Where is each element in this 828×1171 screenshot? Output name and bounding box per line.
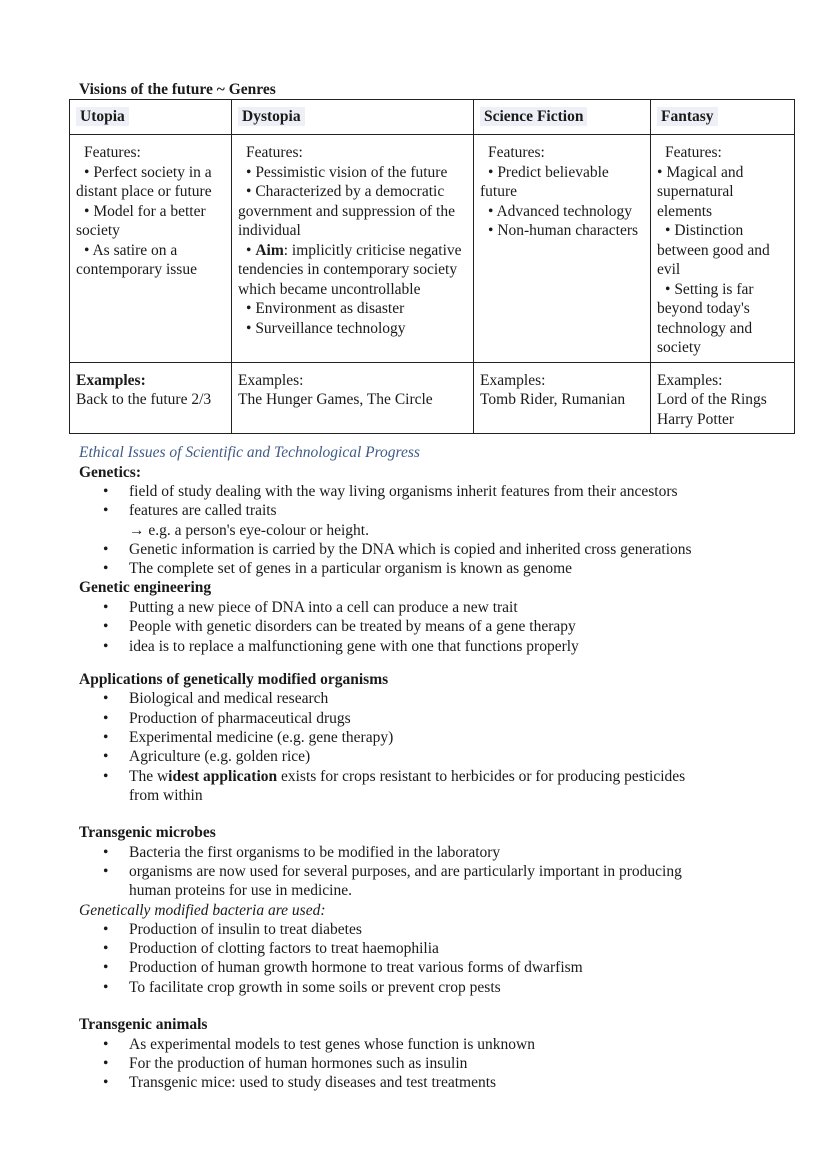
transgenic-animals-list [79, 1035, 799, 1093]
dystopia-feature: • Characterized by a democratic government and suppression of the individual [238, 183, 455, 239]
examples-label: Examples: [657, 371, 723, 389]
dystopia-features-cell [232, 135, 474, 363]
list-item: • The complete set of genes in a particular organism is known as genome [79, 559, 799, 578]
genetics-list-2 [79, 540, 799, 579]
features-row [70, 135, 795, 363]
dystopia-feature: • Pessimistic vision of the future [246, 163, 448, 181]
fantasy-feature: • Distinction between good and evil [657, 222, 770, 278]
fantasy-feature: • Setting is far beyond today's technology and society [657, 280, 754, 356]
list-item: • Bacteria the first organisms to be modified in the laboratory [79, 843, 799, 862]
transgenic-animals-heading: Transgenic animals [79, 1016, 208, 1034]
table-header-row [70, 100, 795, 135]
document-title: Visions of the future ~ Genres [79, 81, 276, 98]
gm-bacteria-subheading: Genetically modified bacteria are used: [79, 901, 326, 919]
header-dystopia: Dystopia [238, 107, 305, 126]
applications-list [79, 689, 799, 785]
header-science-fiction: Science Fiction [480, 107, 587, 126]
header-fantasy: Fantasy [657, 107, 718, 126]
fantasy-examples-cell [651, 362, 795, 434]
list-item-continuation: from within [129, 786, 203, 804]
features-label: Features: [488, 144, 545, 161]
utopia-examples: Back to the future 2/3 [76, 391, 212, 408]
list-item: • The widest application exists for crops resistant to herbicides or for producing pesticides [79, 767, 799, 786]
list-item: • Production of pharmaceutical drugs [79, 709, 799, 728]
document-page [76, 80, 799, 1092]
dystopia-feature: • Surveillance technology [246, 319, 406, 337]
list-item: • Production of human growth hormone to treat various forms of dwarfism [79, 958, 799, 977]
list-item: • idea is to replace a malfunctioning gene with one that functions properly [79, 637, 799, 656]
traits-example: → e.g. a person's eye-colour or height. [129, 521, 369, 539]
genetic-engineering-heading: Genetic engineering [79, 579, 212, 597]
scifi-examples: Tomb Rider, Rumanian [480, 391, 626, 408]
scifi-feature: • Advanced technology [488, 202, 633, 220]
features-label: Features: [246, 144, 303, 161]
genetic-engineering-list [79, 598, 799, 656]
utopia-examples-cell [70, 362, 232, 434]
list-item: • Agriculture (e.g. golden rice) [79, 747, 799, 766]
gm-bacteria-list [79, 920, 799, 997]
scifi-examples-cell [474, 362, 651, 434]
features-label: Features: [84, 144, 141, 161]
dystopia-examples-cell [232, 362, 474, 434]
list-item: • To facilitate crop growth in some soils or prevent crop pests [79, 978, 799, 997]
examples-row [70, 362, 795, 434]
list-item: • Production of clotting factors to treat haemophilia [79, 939, 799, 958]
list-item: • As experimental models to test genes whose function is unknown [79, 1035, 799, 1054]
fantasy-example: Harry Potter [657, 410, 735, 428]
genetics-heading: Genetics: [79, 463, 141, 481]
utopia-feature: • Model for a better society [76, 202, 206, 239]
examples-label: Examples: [480, 371, 546, 389]
list-item: • Genetic information is carried by the DNA which is copied and inherited cross generations [79, 540, 799, 559]
section-title: Ethical Issues of Scientific and Technological Progress [79, 444, 420, 461]
fantasy-feature: • Magical and supernatural elements [657, 163, 744, 220]
transgenic-microbes-list [79, 843, 799, 882]
list-item: • Putting a new piece of DNA into a cell can produce a new trait [79, 598, 799, 617]
utopia-features-cell [70, 135, 232, 363]
dystopia-aim: • Aim: implicitly criticise negative tendencies in contemporary society which became uncontrollable [238, 241, 462, 298]
list-item: • People with genetic disorders can be treated by means of a gene therapy [79, 617, 799, 636]
scifi-feature: • Predict believable future [480, 163, 609, 200]
utopia-feature: • Perfect society in a distant place or future [76, 163, 212, 200]
list-item: • features are called traits [79, 501, 799, 520]
fantasy-example: Lord of the Rings [657, 391, 767, 408]
genetics-list [79, 482, 799, 521]
applications-heading: Applications of genetically modified organisms [79, 670, 389, 688]
list-item: • Biological and medical research [79, 689, 799, 708]
list-item: • For the production of human hormones such as insulin [79, 1054, 799, 1073]
fantasy-features-cell [651, 135, 795, 363]
genres-table [69, 99, 795, 434]
transgenic-microbes-heading: Transgenic microbes [79, 824, 216, 842]
dystopia-examples: The Hunger Games, The Circle [238, 391, 433, 408]
list-item: • Experimental medicine (e.g. gene therapy) [79, 728, 799, 747]
header-utopia: Utopia [76, 107, 129, 126]
dystopia-feature: • Environment as disaster [246, 300, 405, 317]
scifi-features-cell [474, 135, 651, 363]
list-item: • field of study dealing with the way living organisms inherit features from their ancestors [79, 482, 799, 501]
features-label: Features: [665, 144, 722, 161]
scifi-feature: • Non-human characters [488, 222, 639, 239]
examples-label: Examples: [76, 371, 146, 389]
list-item: • organisms are now used for several purposes, and are particularly important in producing [79, 862, 799, 881]
examples-label: Examples: [238, 371, 304, 389]
list-item-continuation: human proteins for use in medicine. [129, 882, 352, 900]
list-item: • Production of insulin to treat diabetes [79, 920, 799, 939]
list-item: • Transgenic mice: used to study diseases and test treatments [79, 1073, 799, 1092]
utopia-feature: • As satire on a contemporary issue [76, 241, 197, 278]
